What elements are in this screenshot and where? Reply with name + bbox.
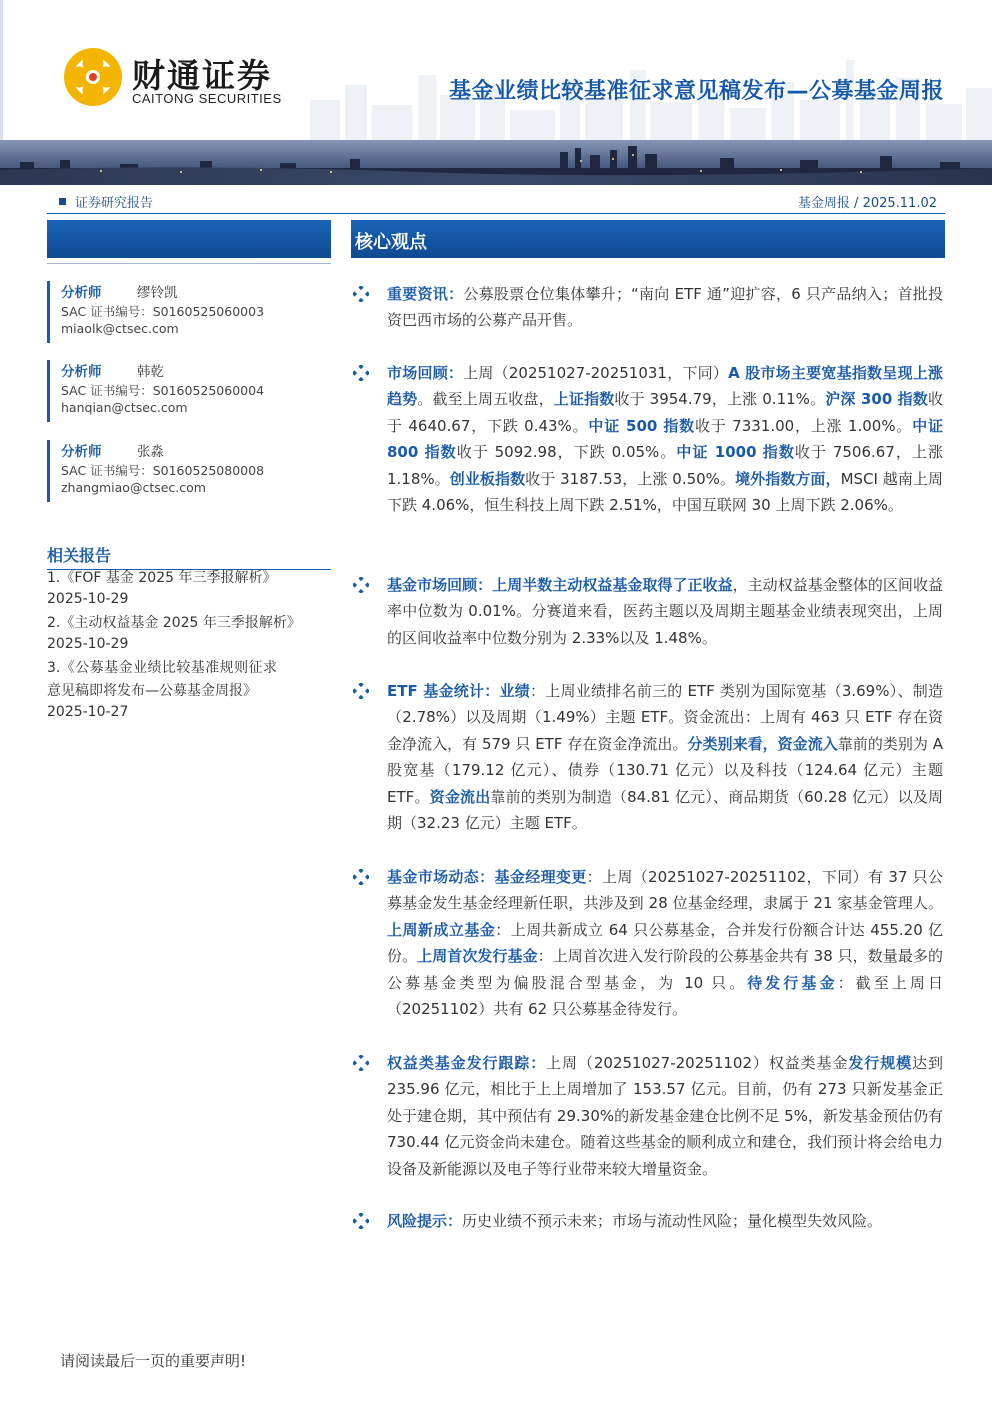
bullet-segment: ：上周（20251027-20251102，下同）有 37 只公募基金发生基金经理新任职，共涉及到 28 位基金经理，隶属于 21 家基金管理人。 — [387, 868, 943, 913]
city-skyline-banner — [0, 140, 992, 185]
analyst-name: 张淼 — [137, 444, 164, 460]
bullet-highlight: 分类别来看，资金流入 — [687, 734, 838, 753]
analyst-name: 缪铃凯 — [137, 285, 178, 301]
bullet-segment: 。截至上周五收盘， — [417, 390, 554, 409]
bullet-text — [387, 678, 943, 836]
related-reports-heading: 相关报告 — [47, 543, 331, 570]
bullet-segment: 公募股票仓位集体攀升；“南向 ETF 通”迎扩容，6 只产品纳入；首批投资巴西市场的公募产品开售。 — [387, 285, 943, 330]
bullet-highlight: 上证指数 — [553, 390, 615, 409]
bullet-label: 重要资讯： — [387, 285, 464, 303]
bullet-highlight: 境外指数方面， — [735, 469, 841, 488]
bullet-segment: 收于 7331.00，上涨 1.00%。 — [694, 416, 913, 435]
bullet-highlight: 中证 1000 指数 — [676, 443, 795, 462]
bullet-highlight: 中证 800 指数 — [387, 416, 944, 462]
bullet-label: 基金市场回顾： — [387, 576, 493, 594]
bullet-segment: 收于 5092.98，下跌 0.05%。 — [456, 443, 677, 462]
diamond-bullet-icon — [353, 869, 369, 885]
square-bullet-icon — [59, 198, 66, 205]
analyst-email: zhangmiao@ctsec.com — [61, 480, 206, 495]
bullet-label: 权益类基金发行跟踪： — [387, 1054, 547, 1072]
report-category: 基金周报 — [797, 196, 850, 211]
bullet-highlight: A 股市场主要宽基指数呈现上涨趋势 — [387, 364, 943, 409]
report-header — [0, 0, 992, 185]
related-report-link[interactable]: 2.《主动权益基金 2025 年三季报解析》 — [47, 615, 301, 631]
disclaimer-note: 请阅读最后一页的重要声明! — [60, 1352, 247, 1370]
analyst-role: 分析师 — [61, 285, 102, 301]
diamond-bullet-icon — [353, 1055, 369, 1071]
bullet-text — [387, 360, 943, 518]
diamond-bullet-icon — [353, 683, 369, 699]
bullet-label: ETF 基金统计： — [387, 682, 500, 700]
analyst-card — [47, 360, 331, 422]
bullet-highlight: 沪深 300 指数 — [825, 390, 928, 409]
analyst-email: miaolk@ctsec.com — [61, 321, 179, 336]
analyst-sac: SAC 证书编号：S0160525080008 — [61, 463, 265, 478]
bullet-highlight: 创业板指数 — [449, 469, 526, 488]
report-date: 2025.11.02 — [862, 196, 937, 211]
analyst-name: 韩乾 — [137, 364, 164, 380]
bullet-segment: MSCI 越南上周下跌 4.06%，恒生科技上周下跌 2.51%，中国互联网 30 上周下跌 2.06%。 — [387, 469, 943, 515]
bullet-text — [387, 281, 943, 334]
bullet-segment: 靠前的类别为 A 股宽基（179.12 亿元）、债券（130.71 亿元）以及科技（124.64 亿元）主题 ETF。 — [387, 734, 943, 806]
diamond-bullet-icon — [353, 577, 369, 593]
bullet-highlight: 上周半数主动权益基金取得了正收益 — [492, 576, 733, 594]
bullet-highlight: 发行规模 — [848, 1054, 913, 1072]
analyst-role: 分析师 — [61, 444, 102, 460]
core-view-bar — [351, 220, 945, 258]
bullet-segment: 收于 4640.67，下跌 0.43%。 — [387, 390, 943, 435]
diamond-bullet-icon — [353, 286, 369, 302]
logo-english-name: CAITONG SECURITIES — [132, 91, 282, 106]
bullet-segment: 收于 3954.79，上涨 0.11%。 — [614, 390, 826, 409]
related-report-date: 2025-10-27 — [47, 704, 129, 720]
analyst-sac: SAC 证书编号：S0160525060003 — [61, 304, 265, 319]
left-divider — [47, 263, 331, 264]
diamond-bullet-icon — [353, 365, 369, 381]
bullet-highlight: 业绩 — [499, 682, 530, 700]
bullet-text — [387, 864, 943, 1022]
doc-type-label: 证券研究报告 — [75, 196, 154, 211]
analyst-card — [47, 440, 331, 502]
core-view-title: 核心观点 — [355, 232, 427, 253]
bullet-highlight: 基金经理变更 — [494, 868, 587, 886]
bullet-segment: 收于 3187.53，上涨 0.50%。 — [525, 469, 736, 488]
related-report-link[interactable]: 1.《FOF 基金 2025 年三季报解析》 — [47, 570, 277, 586]
bullet-segment: 收于 7506.67，上涨 1.18%。 — [387, 443, 943, 488]
bullet-highlight: 待发行基金 — [747, 973, 838, 992]
bullet-text — [387, 1050, 943, 1182]
bullet-segment: 达到 235.96 亿元，相比于上上周增加了 153.57 亿元。目前，仍有 273 只新发基金正处于建仓期，其中预估有 29.30%的新发基金建仓比例不足 5%，新发基金预估仍有 730.44 亿元资金尚未建仓。随着这些基金的顺利成立和建仓，我们预计将会给电力设备及新能源以及电子等行业带来较大增量资金。 — [387, 1054, 943, 1178]
bullet-highlight: 中证 500 指数 — [588, 416, 695, 435]
bullet-segment: ：上周业绩排名前三的 ETF 类别为国际宽基（3.69%）、制造（2.78%）以及周期（1.49%）主题 ETF。资金流出：上周有 463 只 ETF 存在资金净流入，有 579 只 ETF 存在资金净流出。 — [387, 682, 943, 753]
bullet-segment: 上周（20251027-20251102）权益类基金 — [546, 1054, 849, 1072]
bullet-label: 市场回顾： — [387, 364, 464, 382]
bullet-segment: 历史业绩不预示未来；市场与流动性风险；量化模型失效风险。 — [462, 1212, 883, 1230]
bullet-segment: 上周（20251027-20251031，下同） — [463, 364, 729, 382]
analyst-email: hanqian@ctsec.com — [61, 400, 188, 415]
report-title: 基金业绩比较基准征求意见稿发布—公募基金周报 — [448, 79, 944, 104]
bullet-highlight: 上周首次发行基金 — [417, 947, 538, 966]
bullet-highlight: 资金流出 — [429, 787, 491, 806]
related-report-date: 2025-10-29 — [47, 636, 129, 652]
subheader-row — [47, 190, 945, 214]
bullet-label: 基金市场动态： — [387, 868, 495, 886]
bullet-text — [387, 572, 943, 651]
related-report-date: 2025-10-29 — [47, 591, 129, 607]
analyst-card — [47, 281, 331, 343]
bullet-label: 风险提示： — [387, 1212, 463, 1230]
analyst-role: 分析师 — [61, 364, 102, 380]
bullet-segment: ：上周首次进入发行阶段的公募基金共有 38 只，数量最多的公募基金类型为偏股混合型基金，为 10 只。 — [387, 947, 943, 992]
related-report-link[interactable]: 3.《公募基金业绩比较基准规则征求意见稿即将发布—公募基金周报》 — [47, 660, 277, 699]
caitong-logo-icon — [62, 46, 124, 108]
bullet-text — [387, 1208, 943, 1234]
logo-chinese-name: 财通证券 — [132, 56, 272, 95]
doc-meta — [798, 192, 937, 211]
analyst-sac: SAC 证书编号：S0160525060004 — [61, 383, 265, 398]
left-header-bar — [47, 220, 331, 258]
bullet-segment: 靠前的类别为制造（84.81 亿元）、商品期货（60.28 亿元）以及周期（32.23 亿元）主题 ETF。 — [387, 787, 943, 833]
bullet-segment: ：上周共新成立 64 只公募基金，合并发行份额合计达 455.20 亿份。 — [387, 920, 943, 966]
diamond-bullet-icon — [353, 1213, 369, 1229]
header-edge-line — [0, 0, 3, 140]
bullet-segment: ：截至上周日（20251102）共有 62 只公募基金待发行。 — [387, 973, 943, 1019]
bullet-highlight: 上周新成立基金 — [387, 920, 496, 939]
bullet-segment: ，主动权益基金整体的区间收益率中位数为 0.01%。分赛道来看，医药主题以及周期主题基金业绩表现突出，上周的区间收益率中位数分别为 2.33%以及 1.48%。 — [387, 576, 943, 647]
meta-separator: / — [854, 196, 863, 211]
